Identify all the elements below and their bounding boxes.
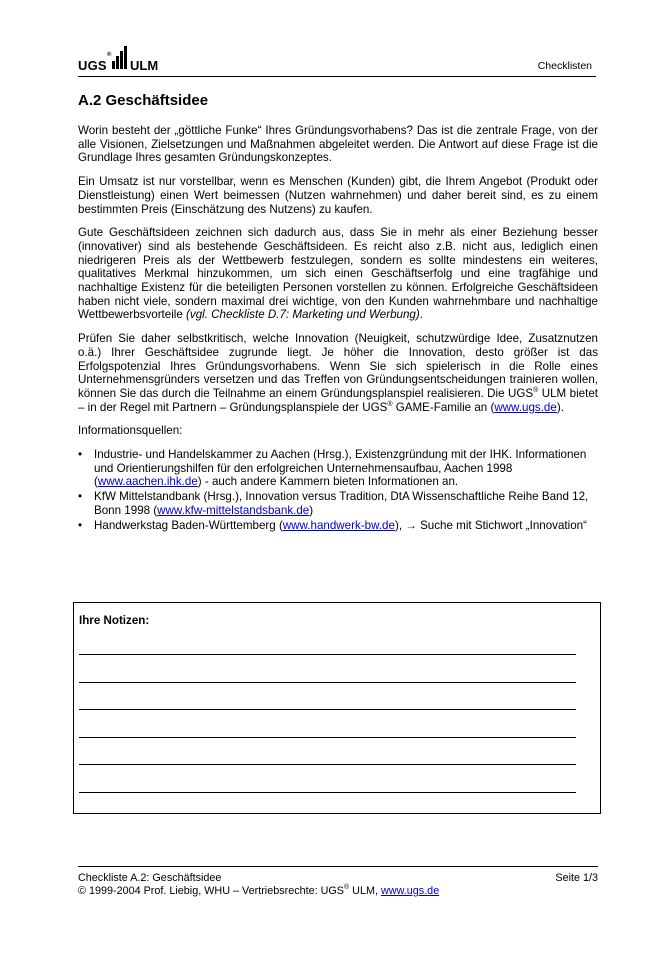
- paragraph-innovation-text: Prüfen Sie daher selbstkritisch, welche Innovation (Neuigkeit, schutzwürdige Idee, Zusatznutzen o.ä.) Ihrer Geschäftsidee zugrunde liegt. Je höher die Innovation, desto größer ist das Erfolgspotenzial Ihres Gründungsvorhabens. Wenn Sie sich spielerisch in die Rolle eines Unternehmensgründers versetzen und das Treffen von Gründungsentscheidungen trainieren wollen, können Sie das durch die Teilnahme an einem Gründungsplanspiel realisieren. Die UGS: [78, 332, 598, 400]
- footer-copyright-mid: ULM,: [349, 885, 381, 897]
- note-line: [79, 709, 576, 710]
- note-line: [79, 792, 576, 793]
- source-text: Industrie- und Handelskammer zu Aachen (Hrsg.), Existenzgründung mit der IHK. Informationen und Orientierungshilfen für den erfolgreichen Unternehmensaufbau, Aachen 1998 (: [94, 448, 587, 489]
- source-item-ihk: [78, 448, 598, 489]
- document-body: [78, 124, 598, 533]
- note-line: [79, 764, 576, 765]
- source-text-end: ): [309, 503, 314, 517]
- registered-mark: ®: [344, 884, 350, 891]
- source-link-kfw[interactable]: www.kfw-mittelstandsbank.de: [157, 503, 310, 517]
- page-header: [78, 44, 596, 77]
- source-text-end: ), → Suche mit Stichwort „Innovation“: [394, 518, 587, 532]
- page-number: Seite 1/3: [555, 872, 598, 884]
- paragraph-good-ideas-end: .: [419, 308, 423, 322]
- paragraph-good-ideas: [78, 226, 598, 322]
- sources-heading: Informationsquellen:: [78, 424, 183, 438]
- source-link-handwerk[interactable]: www.handwerk-bw.de: [282, 518, 395, 532]
- footer-checklist-name: Checkliste A.2: Geschäftsidee: [78, 872, 222, 884]
- header-section-label: Checklisten: [537, 60, 592, 72]
- paragraph-innovation-mid2: GAME-Familie an (: [392, 400, 495, 414]
- source-item-handwerk: [78, 519, 598, 533]
- source-text: KfW Mittelstandbank (Hrsg.), Innovation versus Tradition, DtA Wissenschaftliche Reihe Band 12, Bonn 1998 (: [94, 490, 589, 517]
- source-item-kfw: [78, 490, 598, 517]
- notes-box[interactable]: [73, 602, 601, 814]
- paragraph-intro: Worin besteht der „göttliche Funke“ Ihres Gründungsvorhabens? Das ist die zentrale Frage, von der alle Visionen, Zielsetzungen und Maßnahmen abgeleitet werden. Die Antwort auf diese Frage ist die Grundlage Ihres gesamten Gründungskonzeptes.: [78, 124, 598, 165]
- paragraph-good-ideas-text: Gute Geschäftsideen zeichnen sich dadurch aus, dass Sie in mehr als einer Beziehung besser (innovativer) sind als bestehende Geschäftsideen. Es reicht also z.B. nicht aus, lediglich einen niedrigeren Preis als der Wettbewerb festzulegen, sondern es sollte mindestens ein weiteres, qualitatives Merkmal hinzukommen, um sich einen Geschäftserfolg und eine tragfähige und nachhaltige Existenz für die beteiligten Personen vorstellen zu können. Erfolgreiche Geschäftsideen haben nicht viele, sondern maximal drei wichtige, von den Kunden wahrnehmbare und nachhaltige Wettbewerbsvorteile: [78, 226, 598, 322]
- logo-ugs-text: UGS: [78, 58, 107, 73]
- note-line: [79, 654, 576, 655]
- page-footer: [78, 866, 598, 897]
- paragraph-revenue: Ein Umsatz ist nur vorstellbar, wenn es Menschen (Kunden) gibt, die Ihrem Angebot (Produkt oder Dienstleistung) einen Wert beimessen (Nutzen wahrnehmen) und daher bereit sind, es zu einem bestimmten Preis (Einschätzung des Nutzens) zu kaufen.: [78, 175, 598, 216]
- paragraph-innovation: [78, 332, 598, 414]
- source-text: Handwerkstag Baden-Württemberg (: [94, 518, 283, 532]
- ugs-link[interactable]: www.ugs.de: [494, 400, 557, 414]
- source-link-ihk[interactable]: www.aachen.ihk.de: [97, 475, 198, 489]
- checklist-reference: (vgl. Checkliste D.7: Marketing und Werbung): [186, 308, 420, 322]
- paragraph-innovation-mid: ULM bietet – in der Regel mit Partnern – Gründungsplanspiele der UGS: [78, 386, 598, 414]
- paragraph-innovation-end: ).: [556, 400, 564, 414]
- footer-copyright: [78, 885, 439, 898]
- note-line: [79, 682, 576, 683]
- notes-title: Ihre Notizen:: [79, 614, 150, 627]
- source-text-end: ) - auch andere Kammern bieten Informationen an.: [197, 475, 459, 489]
- registered-mark: ®: [387, 400, 393, 408]
- note-line: [79, 737, 576, 738]
- bar-chart-icon: [112, 46, 128, 72]
- footer-left: [78, 872, 439, 898]
- footer-copyright-text: © 1999-2004 Prof. Liebig, WHU – Vertriebsrechte: UGS: [78, 885, 345, 897]
- logo-registered-mark: ®: [107, 52, 112, 58]
- registered-mark: ®: [533, 386, 539, 394]
- logo-ulm-text: ULM: [130, 58, 159, 73]
- page-title: A.2 Geschäftsidee: [78, 92, 209, 109]
- footer-ugs-link[interactable]: www.ugs.de: [380, 885, 440, 897]
- sources-list: [78, 448, 598, 532]
